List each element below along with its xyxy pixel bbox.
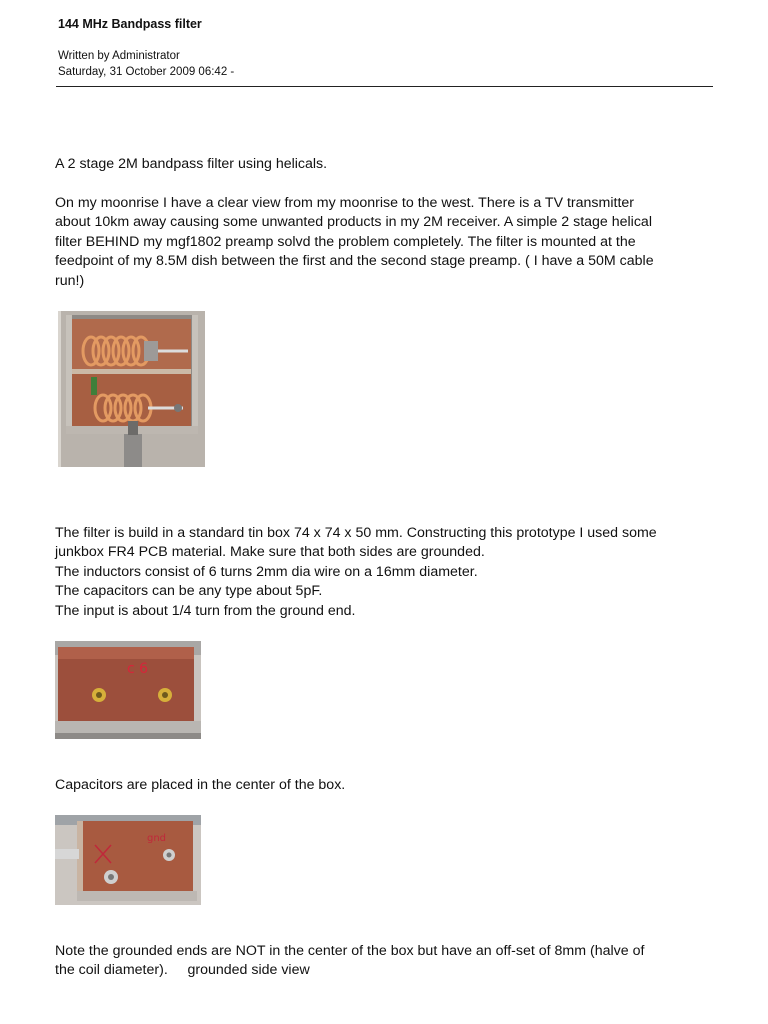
text-line: On my moonrise I have a clear view from my moonrise to the west. There is a TV transmitter bbox=[55, 195, 634, 211]
text-line: The inductors consist of 6 turns 2mm dia wire on a 16mm diameter. bbox=[55, 563, 478, 580]
paragraph-3: Capacitors are placed in the center of the box. bbox=[55, 777, 346, 793]
date-line: Saturday, 31 October 2009 06:42 - bbox=[58, 66, 235, 78]
photo-handwritten-marking: c 6 bbox=[127, 661, 149, 677]
text-line: Note the grounded ends are NOT in the center of the box but have an off-set of 8mm (halve of bbox=[55, 943, 645, 959]
text-line: The input is about 1/4 turn from the ground end. bbox=[55, 602, 356, 619]
paragraph-1 bbox=[55, 194, 715, 291]
text-line: run!) bbox=[55, 272, 85, 289]
header-rule bbox=[56, 86, 713, 87]
text-line: the coil diameter). grounded side view bbox=[55, 962, 310, 979]
photo-capacitor-side bbox=[55, 815, 201, 905]
text-line: junkbox FR4 PCB material. Make sure that both sides are grounded. bbox=[55, 544, 485, 561]
author-line: Written by Administrator bbox=[58, 50, 180, 62]
text-line: about 10km away causing some unwanted products in my 2M receiver. A simple 2 stage helical bbox=[55, 214, 652, 231]
paragraph-4 bbox=[55, 942, 715, 981]
text-line: feedpoint of my 8.5M dish between the first and the second stage preamp. ( I have a 50M cable bbox=[55, 253, 654, 270]
text-line: The capacitors can be any type about 5pF. bbox=[55, 583, 323, 600]
article-title: 144 MHz Bandpass filter bbox=[58, 17, 202, 31]
photo-box-side bbox=[55, 641, 201, 739]
photo-helical-coils bbox=[58, 311, 205, 467]
paragraph-2 bbox=[55, 524, 715, 621]
text-line: The filter is build in a standard tin box 74 x 74 x 50 mm. Constructing this prototype I used some bbox=[55, 525, 657, 541]
text-line: filter BEHIND my mgf1802 preamp solvd the problem completely. The filter is mounted at the bbox=[55, 233, 636, 250]
intro-text: A 2 stage 2M bandpass filter using helicals. bbox=[55, 156, 328, 172]
photo-handwritten-marking: gnd bbox=[147, 833, 167, 844]
